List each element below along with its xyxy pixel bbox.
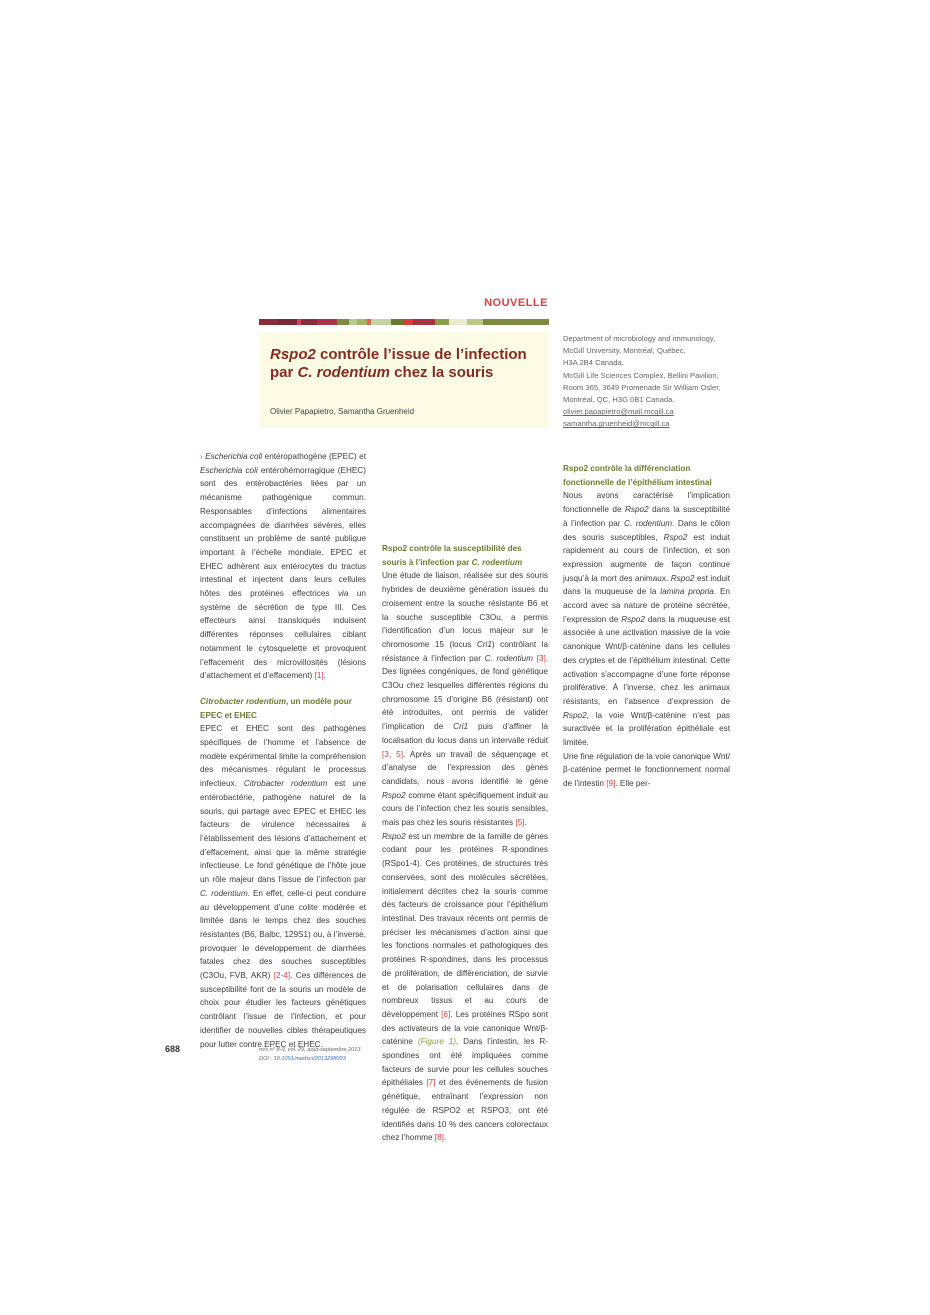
title-text-end: chez la souris	[390, 364, 494, 381]
title-gene: Rspo2	[270, 346, 316, 363]
color-bar-segment	[403, 319, 413, 325]
color-bar-segment	[371, 319, 391, 325]
text: . Dans le côlon des souris susceptibles,	[563, 518, 730, 542]
citation-link[interactable]: [5]	[515, 818, 525, 828]
section-heading	[200, 695, 366, 722]
email-link[interactable]: samantha.gruenheid@mcgill.ca	[563, 419, 670, 429]
body-column-2	[382, 450, 548, 1145]
text: est induit rapidement au cours de l’infection, et son expression augmente de façon continue jusqu’à la mort des animaux.	[563, 532, 731, 583]
gene-name: Rspo2	[624, 505, 649, 515]
color-bar-segment	[317, 319, 337, 325]
doi-link[interactable]: 10.1051/medsci/2013298003	[273, 1056, 346, 1062]
gene-name: Rspo2	[621, 614, 645, 624]
body-column-3	[563, 450, 730, 791]
gene-name: Rspo2	[563, 710, 587, 720]
text-italic: lamina propria	[660, 587, 714, 597]
gene-name: Cri1	[476, 639, 492, 649]
doi-line	[259, 1055, 360, 1064]
title-species: C. rodentium	[297, 364, 391, 381]
text: .	[443, 1133, 447, 1143]
text: . Ces différences de susceptibilité font de la souris un modèle de choix pour étudier les facteurs génétiques contrôlant l’issue de l’infection, et pour identifier de nouvelles cibles thérapeutiques pour lutter contre EPEC et EHEC.	[200, 971, 366, 1049]
gene-name: Rspo2	[663, 532, 688, 542]
section-heading	[382, 542, 548, 569]
body-column-1	[200, 450, 366, 1051]
text: est induit dans la muqueuse de la	[563, 573, 730, 597]
citation-link[interactable]: [9]	[606, 779, 616, 789]
page-number: 688	[165, 1044, 181, 1054]
title-text: contrôle l’issue de l’infection par	[270, 346, 527, 381]
color-bar-segment	[337, 319, 349, 325]
text: Une étude de liaison, réalisée sur des souris hybrides de deuxième génération issues du croisement entre la souche résistante B6 et la souche susceptible C3Ou, a permis l’identification d’un locus majeur sur le chromosome 15 (locus	[382, 571, 548, 649]
text: Une fine régulation de la voie canonique Wnt/β-caténine permet le fonctionnement normal de l’intestin	[563, 751, 730, 789]
citation-link[interactable]: [6]	[441, 1009, 451, 1019]
paragraph	[382, 569, 548, 829]
affiliation-line: Department of microbiology and immunology,	[563, 334, 716, 343]
paragraph	[563, 750, 730, 791]
color-bar-segment	[301, 319, 317, 325]
species-name: C. rodentium	[484, 653, 533, 663]
text: ) contrôlant la résistance à l’infection par	[382, 639, 549, 663]
paragraph	[563, 489, 730, 749]
text: .	[323, 671, 326, 681]
citation-link[interactable]: [2-4]	[273, 971, 291, 981]
color-bar-segment	[391, 319, 403, 325]
affiliation	[563, 333, 743, 431]
text: . Les protéines RSpo sont des activateurs de la voie canonique Wnt/β-caténine	[382, 1009, 549, 1047]
color-bar-segment	[259, 319, 277, 325]
text: EPEC et EHEC sont des pathogènes spécifiques de l’homme et l’absence de modèle expérimental limite la compréhension des mécanismes régulant le processus infectieux.	[200, 724, 366, 789]
color-bar-segment	[483, 319, 549, 325]
heading-text: , un modèle pour EPEC et EHEC	[200, 696, 352, 720]
text: . Des lignées congéniques, de fond génétique C3Ou chez lesquelles différentes régions du chromosome 15 d’origine B6 (résistant) ont été introduites, ont permis de valider l’implication de	[382, 653, 549, 732]
figure-link[interactable]: (Figure 1)	[417, 1037, 456, 1047]
paragraph	[382, 830, 548, 1145]
journal-footer	[259, 1046, 360, 1064]
gene-name: Rspo2	[382, 831, 406, 841]
citation-link[interactable]: [7]	[426, 1078, 436, 1088]
color-bar-segment	[413, 319, 435, 325]
affiliation-line: McGill Life Sciences Complex, Bellini Pavilion,	[563, 370, 719, 380]
text: dans la muqueuse est associée à une activation massive de la voie canonique Wnt/β-caténine dans les cellules des cryptes et de l’épithélium intestinal. Cette activation s’accompagne d’une forte réponse proliférative. À l’inverse, chez les animaux résistants, en l’absence d’expression de	[563, 614, 731, 706]
text: entéropathogène (EPEC) et	[262, 452, 366, 461]
species-name: Citrobacter rodentium	[243, 779, 328, 789]
text: Nous avons caractérisé l’implication fonctionnelle de	[563, 491, 730, 515]
text: comme étant spécifiquement induit au cours de l’infection chez les souris sensibles, mais pas chez les souris résistantes	[382, 790, 548, 828]
text: . En accord avec sa nature de protéine sécrétée, l’expression de	[563, 587, 730, 624]
citation-link[interactable]: [3, 5]	[382, 749, 403, 759]
text-italic: via	[337, 589, 349, 599]
section-heading: Rspo2 contrôle la différenciation fonctionnelle de l’épithélium intestinal	[563, 464, 712, 487]
doi-label: DOI :	[259, 1056, 274, 1062]
paragraph	[200, 722, 366, 1051]
email-link[interactable]: olivier.papapietro@mail.mcgill.ca	[563, 407, 674, 417]
citation-link[interactable]: [8]	[434, 1133, 444, 1143]
color-bar-segment	[277, 319, 297, 325]
color-bar-segment	[449, 319, 467, 325]
heading-species: Citrobacter rodentium	[200, 696, 286, 706]
affiliation-line: McGill University, Montréal, Québec,	[563, 346, 686, 356]
affiliation-line: Montréal, QC, H3G 0B1 Canada.	[563, 395, 675, 405]
heading-text: Rspo2 contrôle la susceptibilité des souris à l’infection par	[382, 544, 522, 567]
text: est un membre de la famille de gènes codant pour les protéines R-spondines (RSpo1-4). Ces protéines, de structures très conservées, sont des molécules sécrétées, initialement décrites chez la souris comme des facteurs de croissance pour l’épithélium intestinal. Des travaux récents ont permis de préciser les mécanismes d’action ainsi que les fonctions normales et pathologiques des protéines R-spondines, dans les processus de prolifération, de différenciation, de survie et de polarisation cellulaires dans de nombreux tissus et au cours de développement	[382, 831, 548, 1019]
text: puis d’affiner la localisation du locus dans un intervalle réduit	[382, 722, 548, 745]
text: . Elle per-	[615, 779, 651, 789]
species-name: Escherichia coli	[205, 452, 263, 461]
citation-link[interactable]: [3]	[536, 653, 546, 663]
article-title	[270, 346, 545, 382]
color-bar-segment	[435, 319, 449, 325]
text: , la voie Wnt/β-caténine n’est pas suractivée et la prolifération épithéliale est limitée.	[563, 710, 730, 748]
affiliation-line: H3A 2B4 Canada.	[563, 358, 624, 368]
text: . En effet, celle-ci peut conduire au développement d’une colite modérée et limitée dans le temps chez des souches résistantes (B6, Balbc, 129S1) ou, à l’inverse, provoquer le développement de diarrhées fatales chez des souches susceptibles (C3Ou, FVB, AKR)	[200, 888, 366, 981]
heading-species: C. rodentium	[471, 557, 523, 567]
species-name: Escherichia coli	[200, 465, 258, 475]
color-bar-segment	[357, 319, 367, 325]
affiliation-line: Room 365, 3649 Promenade Sir William Osler,	[563, 382, 721, 392]
gene-name: Rspo2	[382, 790, 406, 800]
authors: Olivier Papapietro, Samantha Gruenheid	[270, 407, 415, 416]
color-bar-segment	[349, 319, 357, 325]
section-label: NOUVELLE	[484, 297, 548, 309]
color-bar	[259, 319, 549, 325]
gene-name: Rspo2	[670, 573, 695, 583]
color-bar-segment	[467, 319, 483, 325]
text: un système de sécrétion de type III. Ces effecteurs ainsi transloqués induisent différentes réponses cellulaires ciblant notamment le cytosquelette et provoquent l’effacement des microvillosités (lésions d’attachement et d’effacement)	[200, 589, 366, 681]
text: et des événements de fusion génétique, entraînant l’expression non régulée de RSPO2 et RSPO3, ont été identifiés dans 10 % des cancers colorectaux chez l’homme	[382, 1078, 548, 1143]
text: .	[524, 818, 527, 828]
species-name: C. rodentium	[624, 518, 673, 528]
text: entérohémorragique (EHEC) sont des entérobactéries liées par un mécanisme pathogénique commun. Responsables d’infections alimentaires accompagnées de diarrhées sévères, elles constituent un problème de santé publique important à l’échelle mondiale. EPEC et EHEC adhèrent aux entérocytes du tractus intestinal et injectent dans leurs cellules hôtes des protéines effectrices	[200, 465, 366, 599]
gene-name: Cri1	[453, 722, 469, 732]
text: . Dans l’intestin, les R-spondines ont été impliquées comme facteurs de survie pour les cellules souches épithéliales	[382, 1037, 548, 1088]
species-name: C. rodentium	[200, 888, 248, 898]
text: est une entérobactérie, pathogène naturel de la souris, qui partage avec EPEC et EHEC les facteurs de virulence nécessaires à l’établissement des lésions d’attachement et d’effacement, ainsi que la même stratégie infectieuse. Le fond génétique de l’hôte joue un rôle majeur dans l’issue de l’infection par	[200, 779, 366, 885]
text: dans la susceptibilité à l’infection par	[563, 505, 730, 528]
citation-link[interactable]: [1]	[314, 671, 324, 681]
text: . Après un travail de séquençage et d’analyse de l’expression des gènes candidats, nous avons identifié le gène	[382, 749, 548, 786]
paragraph	[200, 450, 366, 683]
lead-marker: ›	[200, 452, 203, 461]
journal-citation: m/s n° 8-9, vol. 29, août-septembre 2013	[259, 1047, 361, 1053]
